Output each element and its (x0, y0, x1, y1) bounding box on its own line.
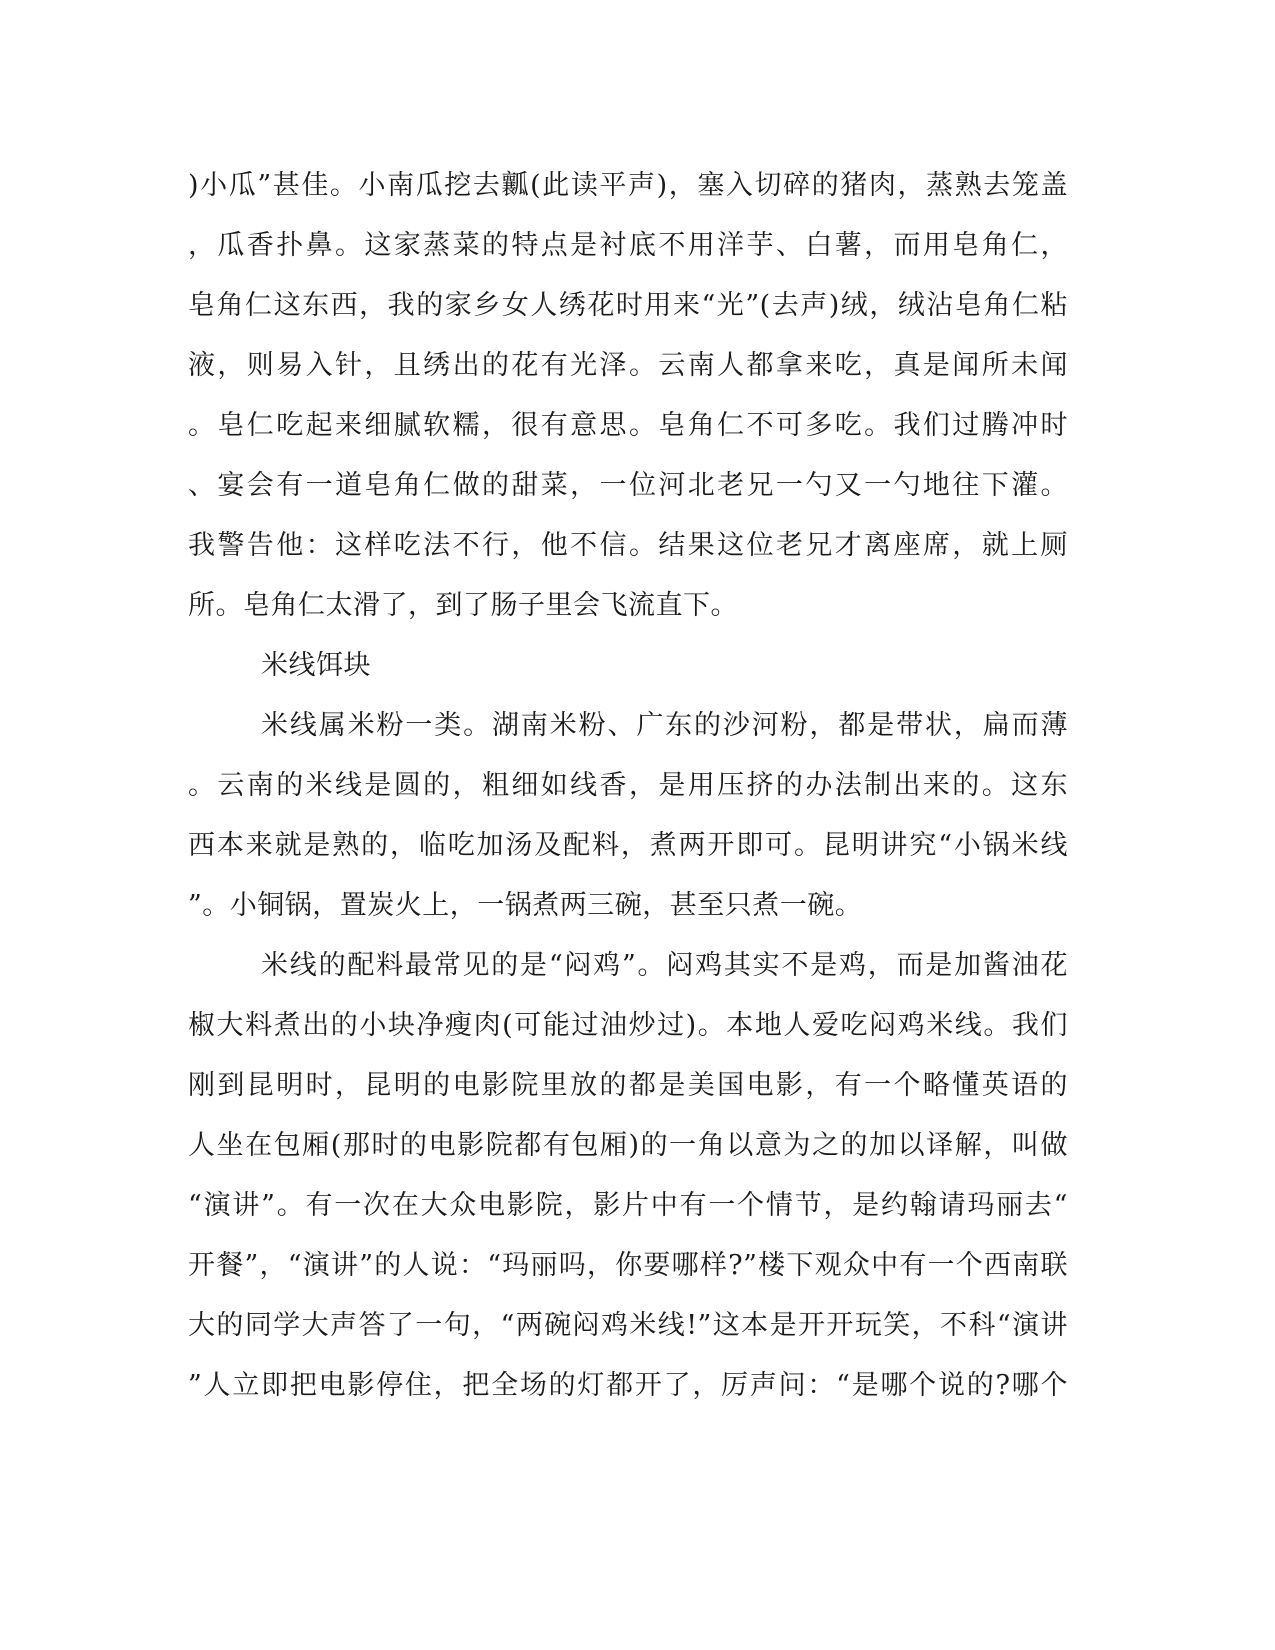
text-line: 开餐”，“演讲”的人说：“玛丽吗，你要哪样?”楼下观众中有一个西南联 (188, 1250, 1068, 1281)
text-line: 米线属米粉一类。湖南米粉、广东的沙河粉，都是带状，扁而薄 (261, 710, 1068, 741)
text-line: 。皂仁吃起来细腻软糯，很有意思。皂角仁不可多吃。我们过腾冲时 (188, 410, 1068, 441)
text-line: 液，则易入针，且绣出的花有光泽。云南人都拿来吃，真是闻所未闻 (188, 350, 1068, 381)
text-line: 所。皂角仁太滑了，到了肠子里会飞流直下。 (188, 590, 738, 621)
section-heading: 米线饵块 (261, 650, 371, 681)
body-text (188, 156, 1068, 1416)
text-line: 人坐在包厢(那时的电影院都有包厢)的一角以意为之的加以译解，叫做 (188, 1130, 1068, 1161)
text-line: 大的同学大声答了一句，“两碗闷鸡米线!”这本是开开玩笑，不科“演讲 (188, 1310, 1068, 1341)
text-line: 西本来就是熟的，临吃加汤及配料，煮两开即可。昆明讲究“小锅米线 (188, 830, 1068, 861)
text-line: “演讲”。有一次在大众电影院，影片中有一个情节，是约翰请玛丽去“ (188, 1190, 1068, 1221)
text-line: 米线的配料最常见的是“闷鸡”。闷鸡其实不是鸡，而是加酱油花 (261, 950, 1068, 981)
text-line: ”。小铜锅，置炭火上，一锅煮两三碗，甚至只煮一碗。 (188, 890, 863, 921)
text-line: 皂角仁这东西，我的家乡女人绣花时用来“光”(去声)绒，绒沾皂角仁粘 (188, 290, 1068, 321)
text-line: )小瓜”甚佳。小南瓜挖去瓤(此读平声)，塞入切碎的猪肉，蒸熟去笼盖 (188, 170, 1068, 201)
text-line: ”人立即把电影停住，把全场的灯都开了，厉声问：“是哪个说的?哪个 (188, 1370, 1068, 1401)
text-line: ，瓜香扑鼻。这家蒸菜的特点是衬底不用洋芋、白薯，而用皂角仁， (188, 230, 1068, 261)
text-line: 椒大料煮出的小块净瘦肉(可能过油炒过)。本地人爱吃闷鸡米线。我们 (188, 1010, 1068, 1041)
text-line: 。云南的米线是圆的，粗细如线香，是用压挤的办法制出来的。这东 (188, 770, 1068, 801)
text-line: 刚到昆明时，昆明的电影院里放的都是美国电影，有一个略懂英语的 (188, 1070, 1068, 1101)
text-line: 、宴会有一道皂角仁做的甜菜，一位河北老兄一勺又一勺地往下灌。 (188, 470, 1068, 501)
text-line: 我警告他：这样吃法不行，他不信。结果这位老兄才离座席，就上厕 (188, 530, 1068, 561)
